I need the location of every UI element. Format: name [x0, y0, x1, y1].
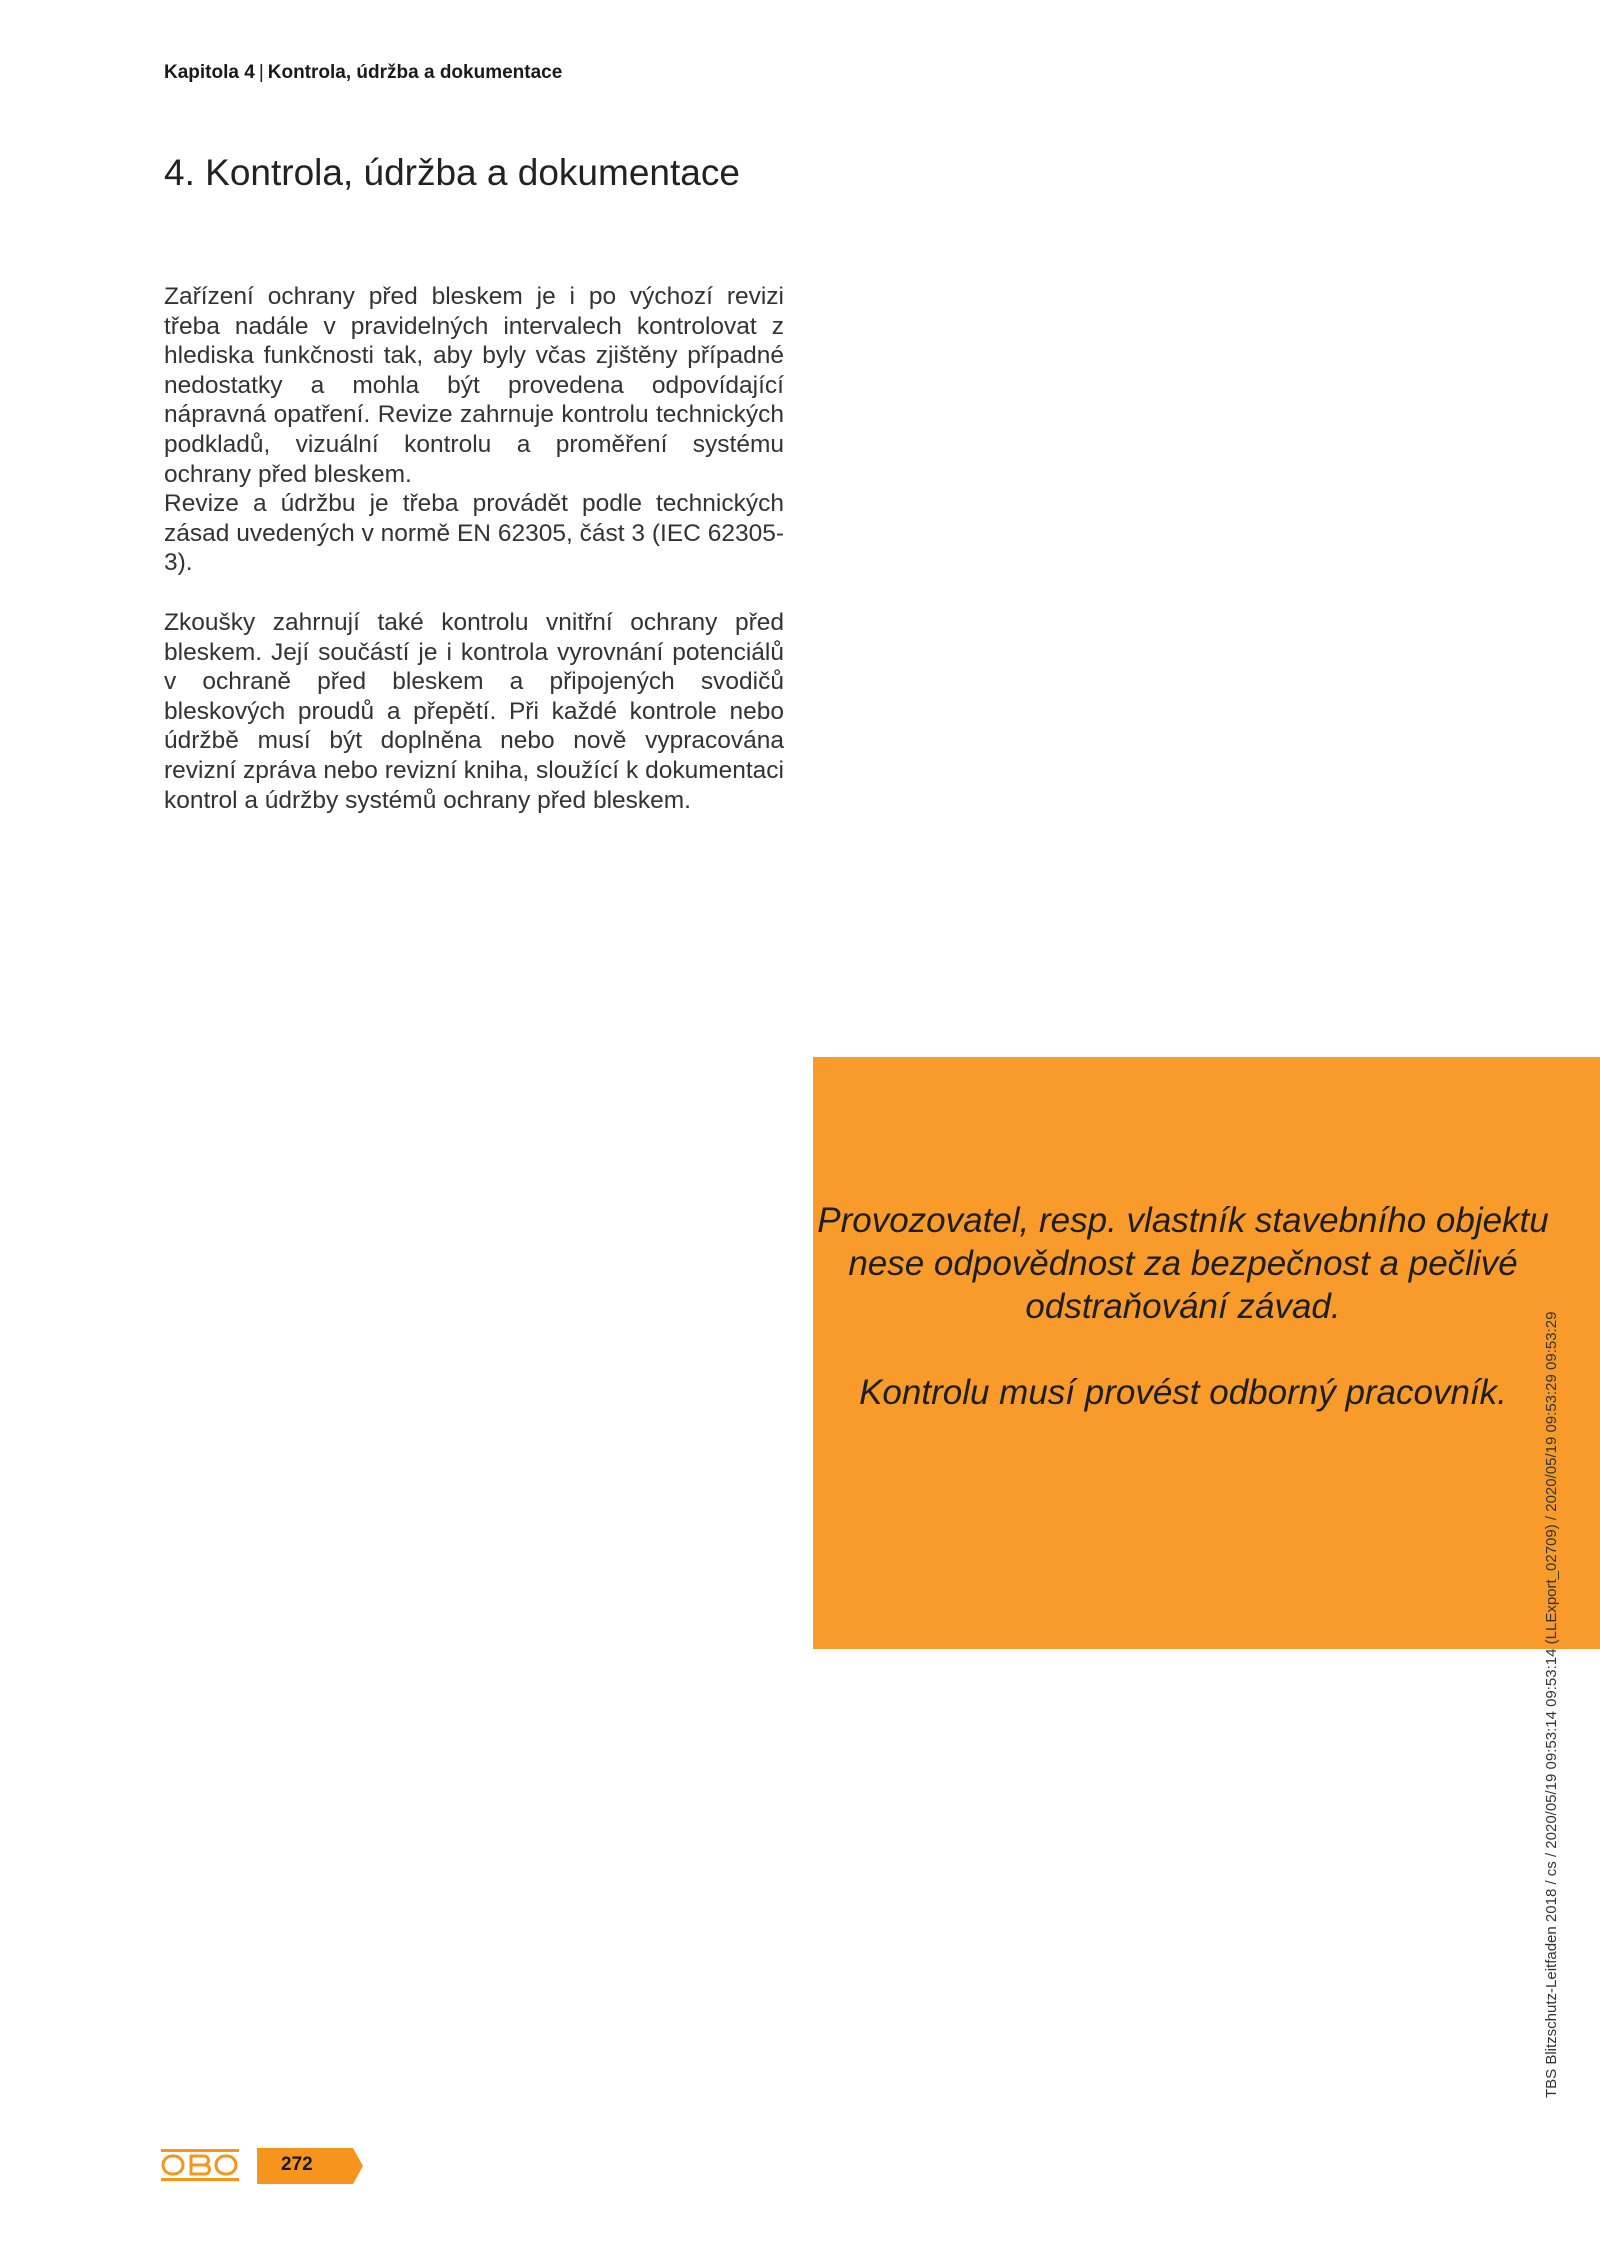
page-number: 272 — [281, 2154, 313, 2175]
callout-text — [813, 1199, 1553, 1414]
page-title: 4. Kontrola, údržba a dokumentace — [164, 152, 740, 193]
paragraph: Revize a údržbu je třeba provádět podle technických zásad uvedených v normě EN 62305, část 3 (IEC 62305-3). — [164, 490, 784, 577]
side-metadata: TBS Blitzschutz-Leitfaden 2018 / cs / 2020/05/19 09:53:14 09:53:14 (LLExport_02709) / 2020/05/19 09:53:29 09:53:29 — [1543, 1311, 1560, 2098]
paragraph: Zkoušky zahrnují také kontrolu vnitřní ochrany před bleskem. Její součástí je i kontrola vyrovnání potenciálů v ochraně před bleskem a připojených svodičů bleskových proudů a přepětí. Při každé kontrole nebo údržbě musí být doplněna nebo nově vypracována revizní zpráva nebo revizní kniha, sloužící k dokumentaci kontrol a údržby systémů ochrany před bleskem. — [164, 608, 784, 814]
body-text — [164, 282, 784, 815]
chapter-title: Kontrola, údržba a dokumentace — [267, 62, 563, 83]
running-header — [164, 62, 562, 84]
paragraph: Zařízení ochrany před bleskem je i po výchozí revizi třeba nadále v pravidelných intervalech kontrolovat z hlediska funkčnosti tak, aby byly včas zjištěny případné nedostatky a mohla být provedena odpovídající nápravná opatření. Revize zahrnuje kontrolu technických podkladů, vizuální kontrolu a proměření systému ochrany před bleskem. — [164, 283, 784, 488]
callout-line: Provozovatel, resp. vlastník stavebního objektu nese odpovědnost za bezpečnost a pečlivé odstraňování závad. — [817, 1201, 1549, 1326]
chapter-label: Kapitola 4 — [164, 62, 255, 83]
callout-box — [813, 1057, 1600, 1649]
header-separator: | — [258, 62, 264, 83]
callout-line: Kontrolu musí provést odborný pracovník. — [859, 1373, 1507, 1412]
obo-logo-icon — [160, 2148, 240, 2182]
